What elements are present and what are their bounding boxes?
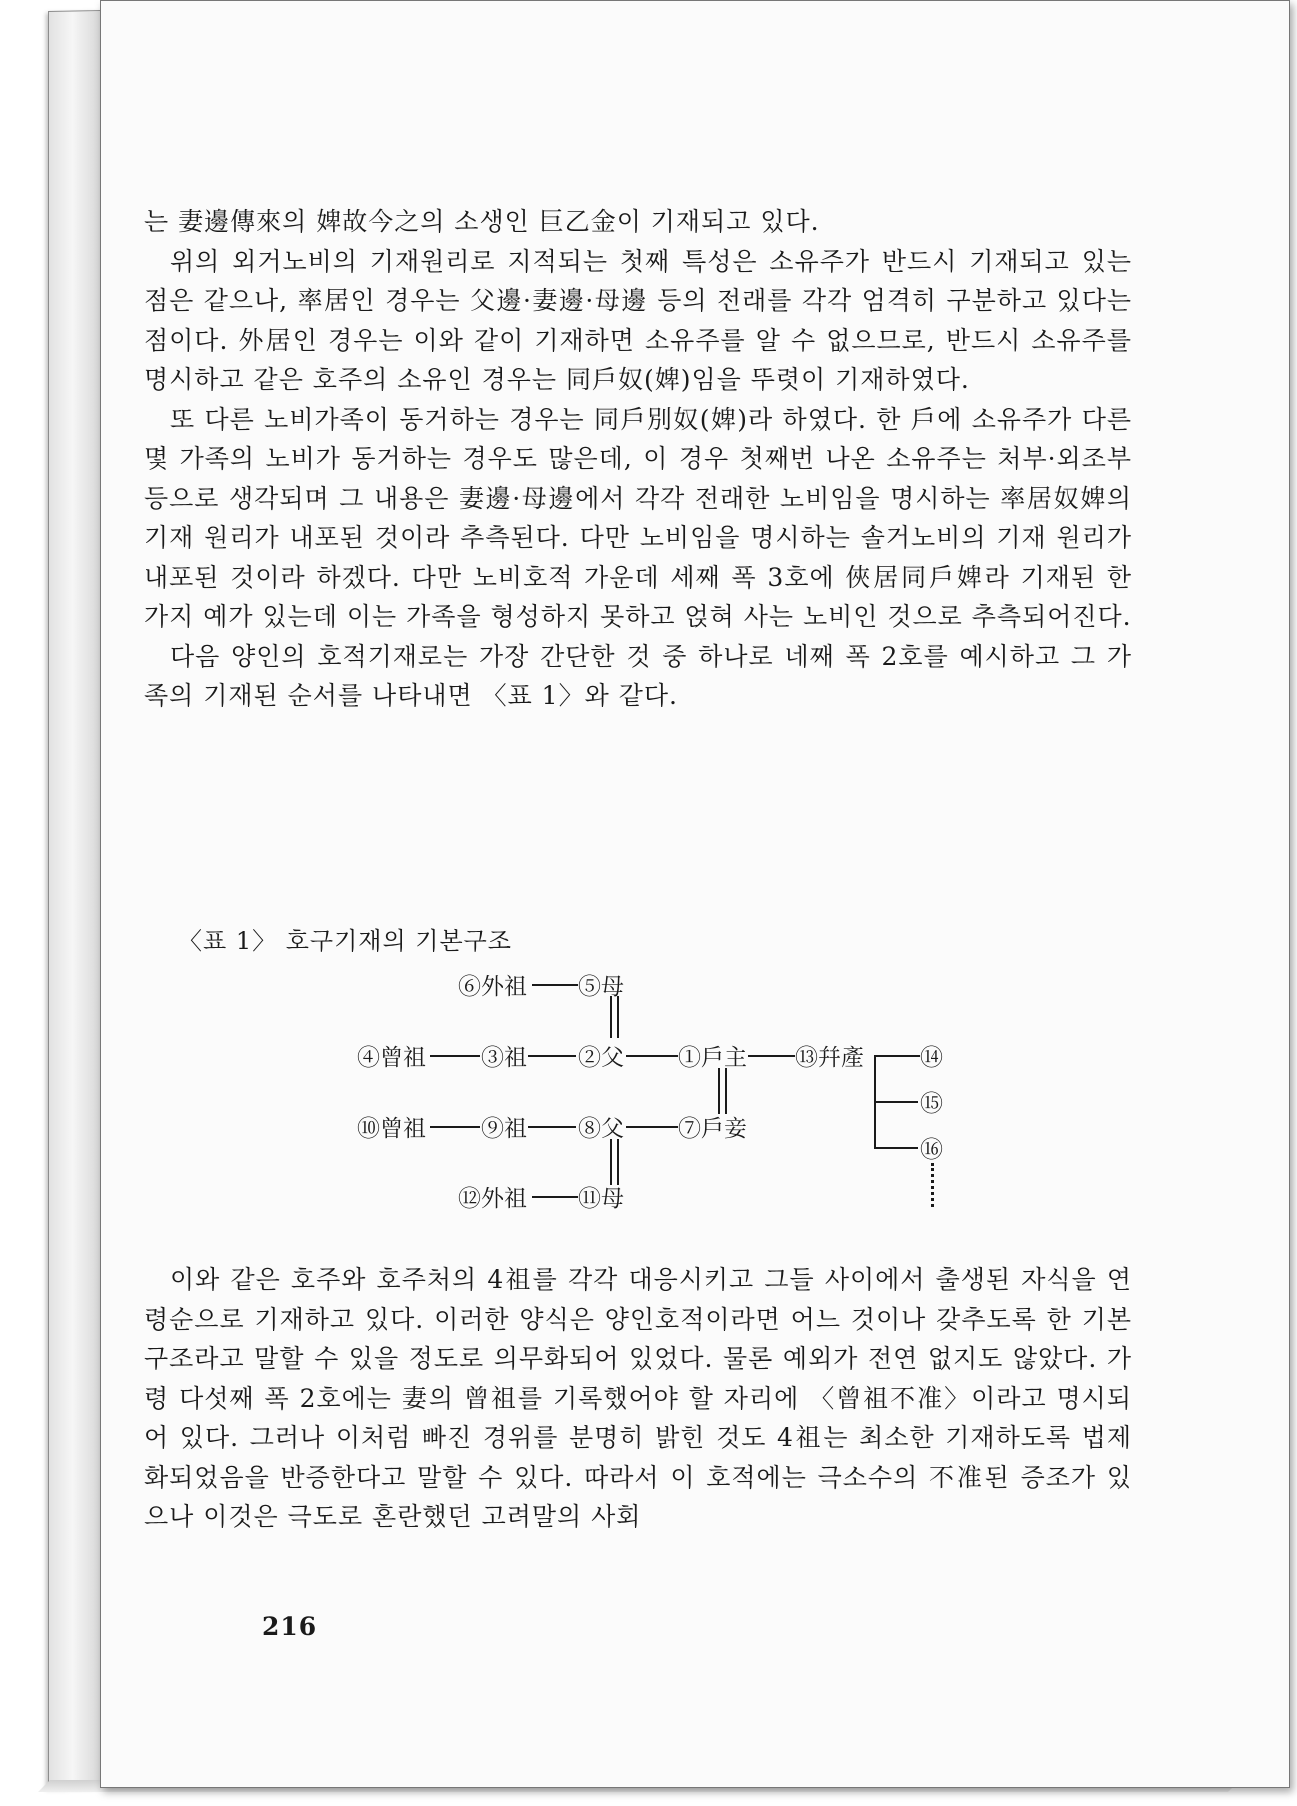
paragraph-5: 이와 같은 호주와 호주처의 4祖를 각각 대응시키고 그들 사이에서 출생된 자식을 연령순으로 기재하고 있다. 이러한 양식은 양인호적이라면 어느 것이나 갖추도록 한 기본구조라고 말할 수 있을 정도로 의무화되어 있었다. 물론 예외가 전연 없지도 않았다. 가령 다섯째 폭 2호에는 妻의 曾祖를 기록했어야 할 자리에 〈曾祖不准〉이라고 명시되어 있다. 그러나 이처럼 빠진 경위를 분명히 밝힌 것도 4祖는 최소한 기재하도록 법제화되었음을 반증한다고 말할 수 있다. 따라서 이 호적에는 극소수의 不准된 증조가 있으나 이것은 극도로 혼란했던 고려말의 사회 (144, 1265, 1132, 1531)
connector (532, 1196, 578, 1198)
node-grandfather-1: ③祖 (481, 1045, 527, 1071)
connector (874, 1055, 920, 1057)
node-great-grandfather-2: ⑩曾祖 (357, 1116, 426, 1142)
connector (626, 1126, 678, 1128)
node-grandfather-2: ⑨祖 (481, 1116, 527, 1142)
table-title: 〈표 1〉 호구기재의 기본구조 (178, 927, 512, 955)
body-text-top (144, 202, 1132, 716)
page-number: 216 (262, 1612, 318, 1641)
node-child-15: ⑮ (920, 1091, 943, 1117)
paragraph-3: 또 다른 노비가족이 동거하는 경우는 同戶別奴(婢)라 하였다. 한 戶에 소유주가 다른 몇 가족의 노비가 동거하는 경우도 많은데, 이 경우 첫째번 나온 소유주는 처부·외조부 등으로 생각되며 그 내용은 妻邊·母邊에서 각각 전래한 노비임을 명시하는 率居奴婢의 기재 원리가 내포된 것이라 추측된다. 다만 노비임을 명시하는 솔거노비의 기재 원리가 내포된 것이라 하겠다. 다만 노비호적 가운데 세째 폭 3호에 俠居同戶婢라 기재된 한 가지 예가 있는데 이는 가족을 형성하지 못하고 얹혀 사는 노비인 것으로 추측되어진다. (144, 404, 1132, 631)
node-maternal-grandfather-1: ⑥外祖 (458, 974, 527, 1000)
node-child-14: ⑭ (920, 1045, 943, 1071)
node-father-1: ②父 (578, 1045, 624, 1071)
marriage-link (610, 996, 619, 1038)
connector (532, 984, 578, 986)
book-spine (48, 10, 102, 1788)
node-mother-2: ⑪母 (578, 1186, 624, 1212)
paragraph-1: 는 妻邊傳來의 婢故今之의 소생인 巨乙金이 기재되고 있다. (144, 207, 820, 236)
node-children: ⑬幷產 (795, 1045, 864, 1071)
connector (430, 1126, 480, 1128)
connector (626, 1055, 678, 1057)
continuation-dots (931, 1163, 934, 1207)
paragraph-2: 위의 외거노비의 기재원리로 지적되는 첫째 특성은 소유주가 반드시 기재되고 있는 점은 같으나, 率居인 경우는 父邊·妻邊·母邊 등의 전래를 각각 엄격히 구분하고 있다는 점이다. 外居인 경우는 이와 같이 기재하면 소유주를 알 수 없으므로, 반드시 소유주를 명시하고 같은 호주의 소유인 경우는 同戶奴(婢)임을 뚜렷이 기재하였다. (144, 246, 1132, 394)
connector (874, 1147, 918, 1149)
marriage-link (610, 1139, 619, 1185)
body-text-bottom (144, 1260, 1132, 1537)
connector (528, 1055, 576, 1057)
node-father-2: ⑧父 (578, 1116, 624, 1142)
node-wife: ⑦戶妾 (678, 1116, 747, 1142)
connector (528, 1126, 576, 1128)
node-mother-1: ⑤母 (578, 974, 624, 1000)
node-child-16: ⑯ (920, 1137, 943, 1163)
connector (748, 1055, 795, 1057)
marriage-link (718, 1068, 727, 1114)
node-great-grandfather-1: ④曾祖 (357, 1045, 426, 1071)
paragraph-4: 다음 양인의 호적기재로는 가장 간단한 것 중 하나로 네째 폭 2호를 예시하고 그 가족의 기재된 순서를 나타내면 〈표 1〉와 같다. (144, 641, 1132, 710)
node-head-of-household: ①戶主 (678, 1045, 747, 1071)
node-maternal-grandfather-2: ⑫外祖 (458, 1186, 527, 1212)
connector (430, 1055, 480, 1057)
connector (874, 1101, 918, 1103)
